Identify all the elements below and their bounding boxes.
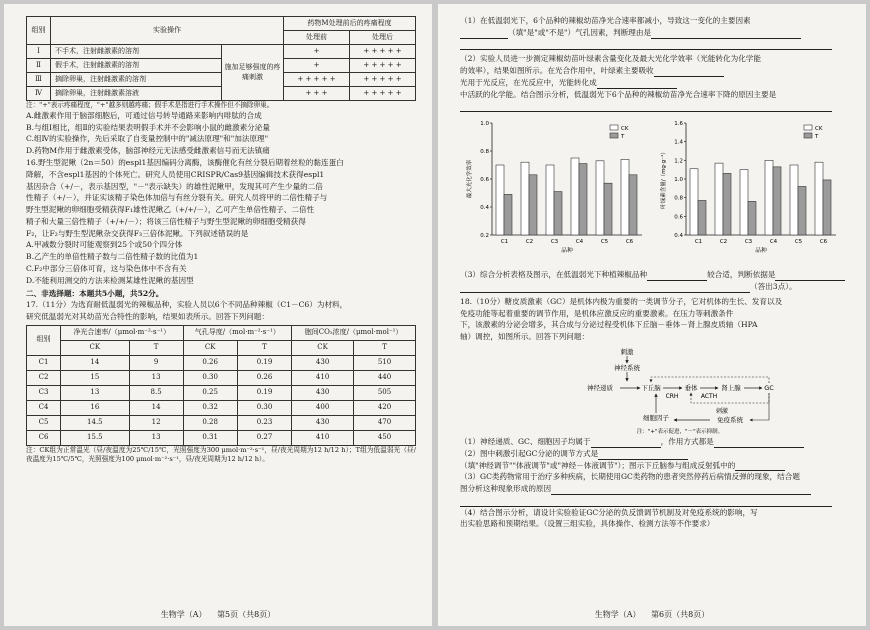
y-tick-label: 0.4 bbox=[674, 233, 683, 240]
q18-3b bbox=[460, 484, 850, 495]
footer-page: 第6页（共8页） bbox=[651, 609, 710, 619]
bar-t bbox=[529, 175, 537, 235]
th-sub: CK bbox=[292, 340, 354, 355]
table-cell: 0.19 bbox=[237, 355, 291, 370]
legend-label: T bbox=[815, 134, 819, 141]
table-row bbox=[27, 87, 416, 101]
table-cell: 410 bbox=[292, 430, 354, 445]
data-rows bbox=[27, 355, 416, 445]
x-tick-label: C4 bbox=[575, 239, 584, 246]
table-row bbox=[27, 415, 416, 430]
d-stim2: 刺激 bbox=[715, 407, 729, 415]
cell-merged: 施加足够强度的疼痛刺激 bbox=[222, 45, 284, 101]
th-co2: 胞间CO₂浓度/（μmol·mol⁻¹） bbox=[292, 325, 416, 340]
legend-swatch bbox=[610, 133, 618, 138]
page-footer bbox=[438, 609, 866, 620]
bar-ck bbox=[765, 161, 773, 236]
q17-3-text: 较合适，判断依据是 bbox=[707, 270, 776, 280]
cell-op: 摘除卵巢，注射雌激素溶液 bbox=[51, 87, 222, 101]
q18-3c bbox=[460, 496, 850, 507]
th-photo: 净光合速率/（μmol·m⁻²·s⁻¹） bbox=[61, 325, 184, 340]
table-cell: 16 bbox=[61, 400, 130, 415]
bar-ck bbox=[621, 160, 629, 236]
q17-1-text: （填"是"或"不是"）气孔因素，判断理由是 bbox=[508, 27, 652, 37]
page-6-content bbox=[460, 16, 850, 531]
q18-1-text2: ，作用方式都是 bbox=[660, 436, 714, 446]
q17-1-line bbox=[460, 40, 850, 51]
cell-after: + + + + + bbox=[350, 59, 416, 73]
table-cell: 505 bbox=[354, 385, 416, 400]
th-sub: CK bbox=[183, 340, 237, 355]
q15-option-d: D.药物M作用于雌激素受体，脑部神经元无法感受雌激素信号而无法镇痛 bbox=[26, 146, 270, 156]
q17-2-line bbox=[460, 101, 850, 112]
th-sub: T bbox=[237, 340, 291, 355]
y-tick-label: 0.6 bbox=[480, 177, 489, 184]
th-sub: T bbox=[354, 340, 416, 355]
q17-3-text: （3）综合分析表格及图示，在低温弱光下种植辣椒品种 bbox=[460, 270, 648, 280]
bar-t bbox=[798, 187, 806, 236]
answer-blank[interactable] bbox=[714, 439, 804, 448]
cell-before: + bbox=[284, 59, 350, 73]
cell-group: Ⅳ bbox=[27, 87, 51, 101]
d-crh: CRH bbox=[665, 392, 679, 400]
cell-op: 假手术，注射雌激素的溶剂 bbox=[51, 59, 222, 73]
x-tick-label: C6 bbox=[819, 239, 828, 246]
q18-2-text2: （填"神经调节""体液调节"或"神经－体液调节"）；图示下丘脑参与组成反射弧中的 bbox=[460, 460, 736, 470]
table-cell: 0.31 bbox=[183, 430, 237, 445]
table-cell: 14.5 bbox=[61, 415, 130, 430]
cell-before: + + + + + bbox=[284, 73, 350, 87]
chart-chlorophyll bbox=[658, 115, 844, 267]
y-tick-label: 1.0 bbox=[480, 121, 489, 128]
cell-group: C4 bbox=[27, 400, 61, 415]
q18-3-text: 图分析这种现象形成的原因 bbox=[460, 484, 552, 494]
bar-ck bbox=[790, 165, 798, 235]
answer-blank[interactable] bbox=[591, 439, 661, 448]
q18-1 bbox=[460, 437, 850, 448]
bar-ck bbox=[596, 161, 604, 235]
q17-1-line bbox=[460, 28, 850, 39]
table-cell: 0.23 bbox=[237, 415, 291, 430]
d-stimulus: 刺激 bbox=[620, 347, 634, 356]
table-cell: 15.5 bbox=[61, 430, 130, 445]
answer-blank[interactable] bbox=[460, 41, 832, 50]
q17-3-text: （答出3点）。 bbox=[750, 282, 797, 292]
q16-line: 降解，不含espl1基因的个体死亡。研究人员使用CRISPR/Cas9基因编辑技术获得espl1 bbox=[26, 169, 325, 179]
bar-t bbox=[554, 192, 562, 235]
table-cell: 13 bbox=[129, 370, 183, 385]
answer-blank[interactable] bbox=[651, 30, 801, 39]
answer-blank[interactable] bbox=[647, 272, 707, 281]
legend-swatch bbox=[804, 133, 812, 138]
d-neuro: 神经系统 bbox=[614, 363, 640, 372]
q18-2-text: （2）图中刺激引起GC分泌的调节方式是 bbox=[460, 448, 599, 458]
q15-option-b: B.与组Ⅰ相比，组Ⅱ的实验结果表明假手术并不会影响小鼠的雌激素分泌量 bbox=[26, 122, 270, 132]
cell-after: + + + + + bbox=[350, 73, 416, 87]
y-tick-label: 0.2 bbox=[480, 233, 489, 240]
q16-option-a: A.甲减数分裂时可能观察到25个或50个四分体 bbox=[26, 240, 183, 250]
legend-swatch bbox=[610, 125, 618, 130]
legend-label: CK bbox=[621, 126, 629, 133]
y-axis-label: 最大光化学效率 bbox=[467, 159, 473, 199]
d-hypothalamus: 下丘脑 bbox=[641, 383, 661, 392]
q18-4: （4）结合图示分析，请设计实验验证GC分泌的负反馈调节机制及对免疫系统的影响，写 bbox=[460, 507, 758, 517]
bar-ck bbox=[496, 165, 504, 235]
answer-blank[interactable] bbox=[551, 486, 811, 495]
answer-blank[interactable] bbox=[597, 80, 677, 89]
y-tick-label: 1.0 bbox=[674, 177, 683, 184]
table-cell: 14 bbox=[61, 355, 130, 370]
table-cell: 0.28 bbox=[183, 415, 237, 430]
q17-2-text: 光用于光反应，在光反应中，光能转化成 bbox=[460, 77, 597, 87]
q18-2 bbox=[460, 449, 850, 460]
cell-group: C2 bbox=[27, 370, 61, 385]
table-row bbox=[27, 45, 416, 59]
table-cell: 430 bbox=[292, 385, 354, 400]
x-tick-label: C2 bbox=[525, 239, 534, 246]
x-tick-label: C3 bbox=[550, 239, 559, 246]
d-pituitary: 垂体 bbox=[684, 383, 698, 392]
table-cell: 430 bbox=[292, 415, 354, 430]
table-cell: 14 bbox=[129, 400, 183, 415]
y-tick-label: 0.8 bbox=[480, 149, 489, 156]
x-tick-label: C1 bbox=[694, 239, 703, 246]
table-row bbox=[27, 73, 416, 87]
d-note: 注："+"表示促进，"－"表示抑制。 bbox=[636, 428, 724, 435]
footer-subject: 生物学（A） bbox=[594, 609, 641, 619]
table-cell: 9 bbox=[129, 355, 183, 370]
q18-line: 18.（10分）糖皮质激素（GC）是机体内极为重要的一类调节分子，它对机体的生长、发育以及 bbox=[460, 296, 783, 306]
legend-label: CK bbox=[815, 126, 823, 133]
th-operation: 实验操作 bbox=[51, 17, 284, 45]
table-cell: 0.25 bbox=[183, 385, 237, 400]
q16-line: 性精子（+/－），并证实该精子染色体加倍与有丝分裂有关。研究人员将甲的二倍性精子与 bbox=[26, 193, 328, 203]
y-tick-label: 0.4 bbox=[480, 205, 489, 212]
table-row bbox=[27, 59, 416, 73]
bar-t bbox=[629, 175, 637, 235]
q16-line: 精子和大量三倍性精子（+/+/－）；将该三倍性精子与野生型泥鳅的卵细胞受精获得 bbox=[26, 216, 306, 226]
q17-2-line bbox=[460, 78, 850, 89]
th-degree: 药物M处理前后的疼痛程度 bbox=[284, 17, 416, 31]
answer-blank[interactable] bbox=[654, 68, 724, 77]
x-tick-label: C2 bbox=[719, 239, 728, 246]
th-after: 处理后 bbox=[350, 31, 416, 45]
q16-line: 野生型泥鳅的卵细胞受精获得F₁雄性泥鳅乙（+/+/－），乙可产生单倍性精子、二倍性 bbox=[26, 205, 315, 215]
answer-blank[interactable] bbox=[460, 284, 750, 293]
q18-line: 轴）调控，如图所示。回答下列问题： bbox=[460, 332, 590, 342]
q15-option-c: C.组Ⅳ的实验操作，先后采取了自变量控制中的"减法原理"和"加法原理" bbox=[26, 134, 269, 144]
q17-2-text: 的效率），结果如图所示。在光合作用中，叶绿素主要吸收 bbox=[460, 66, 654, 76]
x-axis-label: 品种 bbox=[561, 248, 573, 255]
bar-t bbox=[723, 174, 731, 236]
cell-op: 不手术，注射雌激素的溶剂 bbox=[51, 45, 222, 59]
q17-1-line: （1）在低温弱光下，6个品种的辣椒幼苗净光合速率都减小，导致这一变化的主要因素 bbox=[460, 16, 751, 25]
x-axis-label: 品种 bbox=[755, 248, 767, 255]
table-cell: 0.26 bbox=[237, 370, 291, 385]
table-cell: 13 bbox=[61, 385, 130, 400]
q18-3: （3）GC类药物常用于治疗多种疾病，长期使用GC类药物的患者突然停药后病情反弹的现象，结合题 bbox=[460, 472, 800, 482]
bar-ck bbox=[571, 158, 579, 235]
table-cell: 410 bbox=[292, 370, 354, 385]
answer-blank[interactable] bbox=[460, 30, 508, 39]
footer-page: 第5页（共8页） bbox=[217, 609, 276, 619]
cell-group: C5 bbox=[27, 415, 61, 430]
answer-blank[interactable] bbox=[598, 451, 688, 460]
q16-option-d: D.不能利用测交的方法来检测某雄性泥鳅的基因型 bbox=[26, 275, 194, 285]
bar-t bbox=[748, 202, 756, 236]
table-row bbox=[27, 430, 416, 445]
cell-group: Ⅱ bbox=[27, 59, 51, 73]
table-row bbox=[27, 355, 416, 370]
x-tick-label: C4 bbox=[769, 239, 778, 246]
page-5-content bbox=[26, 16, 416, 465]
answer-blank[interactable] bbox=[460, 103, 832, 112]
bar-ck bbox=[690, 169, 698, 235]
page-footer bbox=[4, 609, 432, 620]
bar-ck bbox=[715, 163, 723, 235]
q16-line: 基因杂合（+/－，表示基因型，"－"表示缺失）的雄性泥鳅甲，发现其可产生少量的二倍 bbox=[26, 181, 323, 191]
bar-ck bbox=[740, 170, 748, 235]
q15-option-a: A.雌激素作用于脑部细胞后，可通过信号转导通路来影响内啡肽的合成 bbox=[26, 110, 262, 120]
charts-area bbox=[460, 115, 850, 267]
treat-note: 注："+"表示疼痛程度，"+"越多则越疼痛；假手术是指进行手术操作但不摘除卵巢。 bbox=[26, 101, 274, 109]
q18-line: 下，该激素的分泌会增多，其合成与分泌过程受机体下丘脑－垂体－肾上腺皮质轴（HPA bbox=[460, 320, 758, 330]
data-note: 注：CK组为正常温光（昼/夜温度为25℃/15℃，光照强度为300 μmol·m⁻²·s⁻¹，昼/夜光周期为12 h/12 h）；T组为低温弱光（昼/夜温度为15℃/5℃，光照强度为100 μmol·m⁻²·s⁻¹，昼/夜光周期为12 h/12 h）。 bbox=[26, 445, 416, 463]
table-cell: 430 bbox=[292, 355, 354, 370]
th-sub: CK bbox=[61, 340, 130, 355]
table-row bbox=[27, 400, 416, 415]
hpa-diagram bbox=[460, 345, 850, 435]
q16-option-b: B.乙产生的单倍性精子数与二倍性精子数的比值为1 bbox=[26, 252, 199, 262]
bar-t bbox=[773, 167, 781, 235]
table-cell: 400 bbox=[292, 400, 354, 415]
q16-line: 16.野生型泥鳅（2n＝50）的espl1基因编码分离酶，该酶催化有丝分裂后期着丝粒的黏连蛋白 bbox=[26, 158, 344, 168]
bar-t bbox=[579, 164, 587, 235]
answer-blank[interactable] bbox=[735, 462, 785, 471]
legend-swatch bbox=[804, 125, 812, 130]
y-tick-label: 1.2 bbox=[674, 158, 683, 165]
bar-t bbox=[604, 183, 612, 235]
cell-group: C6 bbox=[27, 430, 61, 445]
table-cell: 0.32 bbox=[183, 400, 237, 415]
legend-label: T bbox=[621, 134, 625, 141]
table-cell: 0.30 bbox=[237, 400, 291, 415]
cell-before: + bbox=[284, 45, 350, 59]
q17-3-line bbox=[460, 282, 850, 293]
q17-2-line: （2）实验人员进一步测定辣椒幼苗叶绿素含量变化及最大光化学效率（光能转化为化学能 bbox=[460, 54, 761, 64]
d-acth: ACTH bbox=[700, 392, 718, 400]
answer-blank[interactable] bbox=[460, 498, 832, 507]
chart-photochemical-efficiency bbox=[464, 115, 650, 267]
page-5 bbox=[4, 4, 432, 626]
table-row bbox=[27, 370, 416, 385]
bar-t bbox=[823, 180, 831, 235]
y-tick-label: 0.8 bbox=[674, 195, 683, 202]
table-cell: 510 bbox=[354, 355, 416, 370]
cell-group: C1 bbox=[27, 355, 61, 370]
y-tick-label: 1.6 bbox=[674, 121, 683, 128]
x-tick-label: C5 bbox=[600, 239, 609, 246]
answer-blank[interactable] bbox=[775, 272, 845, 281]
th-before: 处理前 bbox=[284, 31, 350, 45]
hpa-diagram-svg bbox=[460, 345, 850, 435]
table-row bbox=[27, 385, 416, 400]
table-cell: 470 bbox=[354, 415, 416, 430]
th-group: 组别 bbox=[27, 325, 61, 355]
d-immune: 免疫系统 bbox=[717, 415, 743, 424]
table-cell: 13 bbox=[129, 430, 183, 445]
d-gc: GC bbox=[764, 383, 774, 392]
cell-before: + + + bbox=[284, 87, 350, 101]
table-cell: 15 bbox=[61, 370, 130, 385]
q17-3-line bbox=[460, 270, 850, 281]
x-tick-label: C6 bbox=[625, 239, 634, 246]
bar-ck bbox=[521, 162, 529, 235]
d-adrenal: 肾上腺 bbox=[721, 383, 741, 392]
th-group: 组别 bbox=[27, 17, 51, 45]
table-cell: 0.27 bbox=[237, 430, 291, 445]
table-cell: 0.26 bbox=[183, 355, 237, 370]
x-tick-label: C5 bbox=[794, 239, 803, 246]
footer-subject: 生物学（A） bbox=[160, 609, 207, 619]
bar-ck bbox=[815, 162, 823, 235]
table-cell: 420 bbox=[354, 400, 416, 415]
page-6 bbox=[438, 4, 866, 626]
d-factor: 细胞因子 bbox=[643, 413, 669, 422]
table-cell: 12 bbox=[129, 415, 183, 430]
x-tick-label: C3 bbox=[744, 239, 753, 246]
table-cell: 0.30 bbox=[183, 370, 237, 385]
y-tick-label: 1.4 bbox=[674, 139, 683, 146]
d-transmitter: 神经递质 bbox=[587, 383, 613, 392]
y-axis-label: 叶绿素含量/（mg·g⁻¹） bbox=[661, 149, 667, 210]
photosynthesis-table bbox=[26, 325, 416, 446]
q18-1-text: （1）神经递质、GC、细胞因子均属于 bbox=[460, 436, 591, 446]
cell-after: + + + + + bbox=[350, 45, 416, 59]
bar-ck bbox=[546, 165, 554, 235]
table-cell: 8.5 bbox=[129, 385, 183, 400]
q18-2b bbox=[460, 461, 850, 472]
q16-line: F₂，让F₂与野生型泥鳅杂交获得F₃三倍体泥鳅。下列叙述错误的是 bbox=[26, 228, 249, 238]
cell-op: 摘除卵巢，注射雌激素的溶剂 bbox=[51, 73, 222, 87]
x-tick-label: C1 bbox=[500, 239, 509, 246]
q18-line: 免疫功能等起着重要的调节作用，是机体应激反应的重要激素。在压力等刺激条件 bbox=[460, 308, 734, 318]
q17-2-line: 中活跃的化学能。结合图示分析，低温弱光下6个品种的辣椒幼苗净光合速率下降的原因主要是 bbox=[460, 89, 777, 99]
table-cell: 450 bbox=[354, 430, 416, 445]
q16-option-c: C.F₂中部分三倍体可育，这与染色体中不含有关 bbox=[26, 264, 187, 274]
q17-line: 研究低温弱光对其幼苗光合特性的影响，结果如表所示。回答下列问题： bbox=[26, 312, 269, 322]
table-cell: 440 bbox=[354, 370, 416, 385]
q17-2-line bbox=[460, 66, 850, 77]
section-heading: 二、非选择题：本题共5小题，共52分。 bbox=[26, 288, 164, 298]
y-tick-label: 0.6 bbox=[674, 214, 683, 221]
cell-after: + + + + + bbox=[350, 87, 416, 101]
cell-group: C3 bbox=[27, 385, 61, 400]
cell-group: Ⅰ bbox=[27, 45, 51, 59]
bar-t bbox=[698, 201, 706, 236]
th-stomata: 气孔导度/（mol·m⁻²·s⁻¹） bbox=[183, 325, 292, 340]
th-sub: T bbox=[129, 340, 183, 355]
bar-t bbox=[504, 195, 512, 236]
q17-line: 17.（11分）为选育耐低温弱光的辣椒品种，实验人员以6个不同品种辣椒（C1－C6）为材料， bbox=[26, 300, 348, 310]
cell-group: Ⅲ bbox=[27, 73, 51, 87]
table-cell: 0.19 bbox=[237, 385, 291, 400]
treatment-table bbox=[26, 16, 416, 101]
q18-4b: 出实验思路和预期结果。（设置三组实验，具体操作、检测方法等不作要求） bbox=[460, 519, 715, 529]
